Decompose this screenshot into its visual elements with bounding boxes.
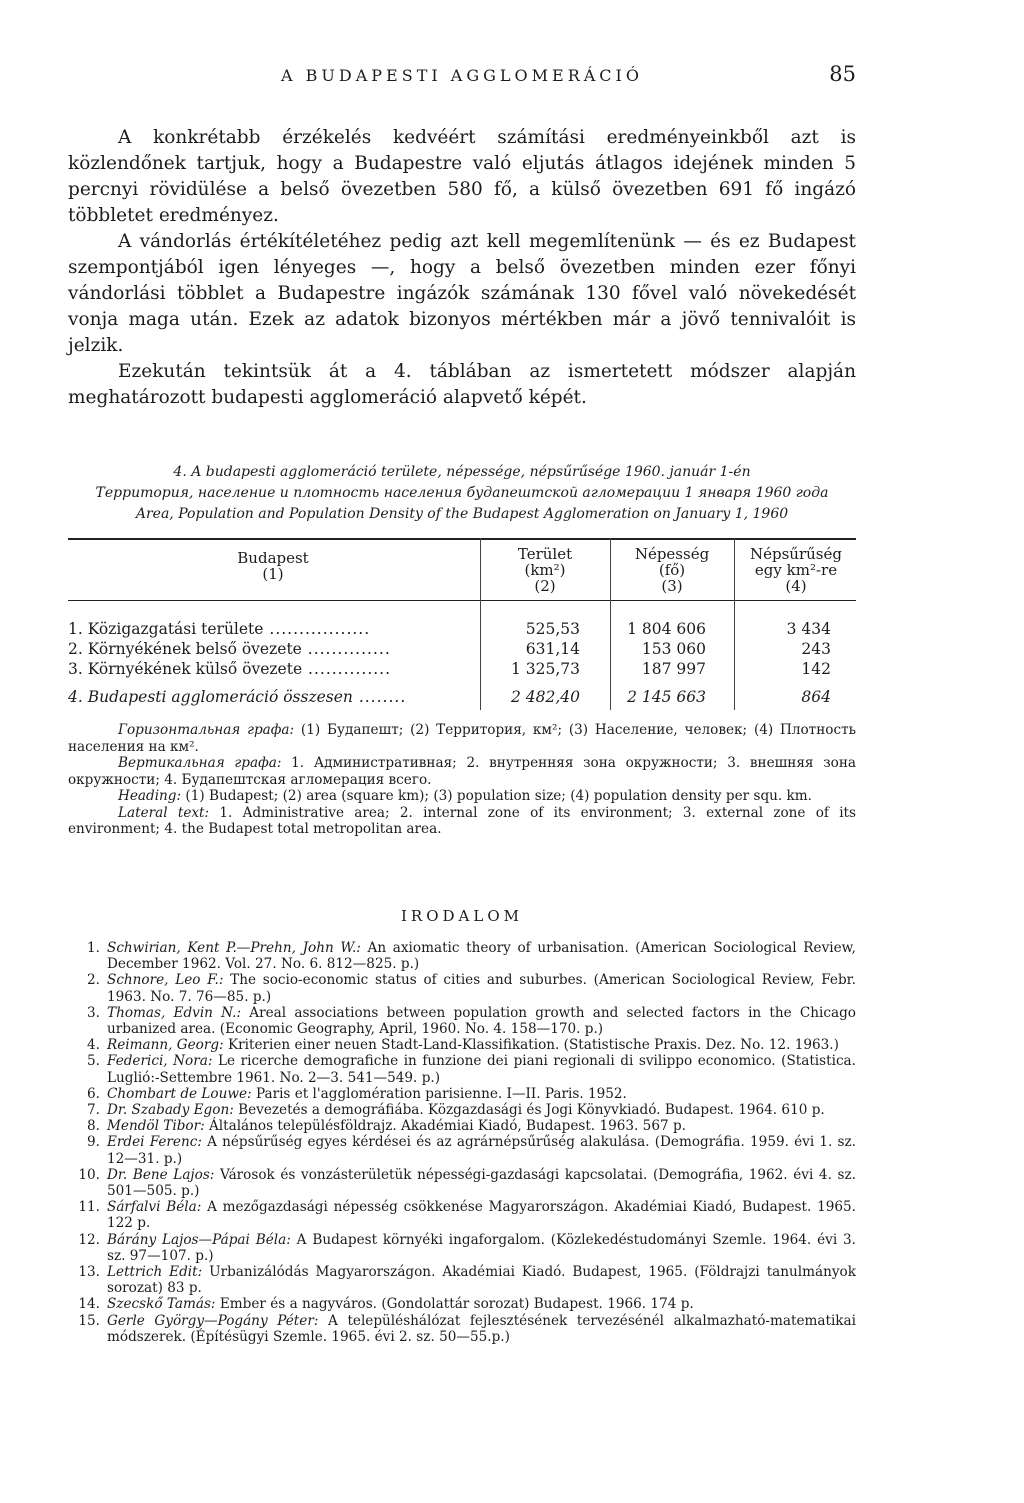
table-header-rule (68, 600, 856, 601)
header-budapest: Budapest (1) (237, 549, 309, 583)
cell-population: 153 060 (641, 640, 706, 658)
cell-population: 2 145 663 (627, 688, 706, 706)
row-label: 2. Környékének belső övezete .............. (68, 640, 391, 658)
table-caption-english: Area, Population and Population Density of the Budapest Agglomeration on January 1, 1960 (135, 506, 789, 522)
reference-item: 1. Schwirian, Kent P.—Prehn, John W.: An axiomatic theory of urbanisation. (American Sociological Review, December 1962. Vol. 27. No. 6. 812—825. p.) (87, 940, 856, 973)
cell-density: 243 (801, 640, 831, 658)
row-label: 1. Közigazgatási területe ................. (68, 620, 371, 638)
table-notes (68, 722, 856, 838)
reference-item: 14. Szecskő Tamás: Ember és a nagyváros. (Gondolattár sorozat) Budapest. 1966. 174 p. (78, 1296, 694, 1313)
header-population: Népesség (fő) (3) (634, 545, 710, 595)
reference-item: 3. Thomas, Edvin N.: Areal associations between population growth and selected factors in the Chicago urbanized area. (Economic Geography, April, 1960. No. 4. 158—170. p.) (87, 1004, 856, 1038)
reference-item: 9. Erdei Ferenc: A népsűrűség egyes kérdései és az agrárnépsűrűség alakulása. (Demográfia. 1959. évi 1. sz. 12—31. p.) (87, 1134, 856, 1167)
cell-area: 2 482,40 (510, 688, 580, 706)
row-label: 4. Budapesti agglomeráció összesen ........ (68, 688, 407, 706)
note: Lateral text: 1. Administrative area; 2. internal zone of its environment; 3. external zone of its environment; 4. the Budapest total metropolitan area. (68, 804, 856, 837)
note: Heading: (1) Budapest; (2) area (square km); (3) population size; (4) population density per squ. km. (118, 788, 813, 804)
reference-item: 15. Gerle György—Pogány Péter: A településhálózat fejlesztésének tervezésénél alkalmazható-matematikai módszerek. (Építésügyi Szemle. 1965. évi 2. sz. 50—55.p.) (78, 1312, 856, 1345)
reference-item: 10. Dr. Bene Lajos: Városok és vonzásterületük népességi-gazdasági kapcsolatai. (Demográfia, 1962. évi 4. sz. 501—505. p.) (78, 1166, 856, 1200)
cell-area: 525,53 (525, 620, 580, 638)
references-list (68, 940, 856, 1345)
cell-density: 142 (801, 660, 831, 678)
header-area: Terület (km²) (2) (517, 545, 573, 595)
reference-item: 6. Chombart de Louwe: Paris et l'agglomération parisienne. I—II. Paris. 1952. (87, 1085, 627, 1102)
paragraph: A vándorlás értékítéletéhez pedig azt kell megemlítenünk — és ez Budapest szempontjából igen lényeges —, hogy a belső övezetben minden ezer főnyi vándorlási többlet a Budapestre ingázók számának 130 fővel való növekedését vonja maga után. Ezek az adatok bizonyos mértékben már a jövő tennivalóit is jelzik. (68, 231, 856, 356)
paragraph: Ezekután tekintsük át a 4. táblában az ismertetett módszer alapján meghatározott budapesti agglomeráció alapvető képét. (68, 361, 856, 408)
reference-item: 8. Mendöl Tibor: Általános településföldrajz. Akadémiai Kiadó, Budapest. 1963. 567 p. (87, 1118, 686, 1135)
reference-item: 13. Lettrich Edit: Urbanizálódás Magyarországon. Akadémiai Kiadó. Budapest, 1965. (Földrajzi tanulmányok sorozat) 83 p. (78, 1264, 856, 1297)
note: Вертикальная графа: 1. Административная; 2. внутренняя зона окружности; 3. внешняя зона окружности; 4. Будапештская агломерация всего. (68, 755, 856, 788)
table-caption (68, 462, 856, 525)
table-total-row (68, 688, 856, 708)
paragraph: A konkrétabb érzékelés kedvéért számítási eredményeinkből azt is közlendőnek tartjuk, hogy a Budapestre való eljutás átlagos idejének minden 5 percnyi rövidülése a belső övezetben 580 fő, a külső övezetben 691 fő ingázó többletet eredményez. (68, 127, 856, 226)
page-number: 85 (829, 62, 856, 86)
table-row (68, 640, 856, 660)
running-title: A BUDAPESTI AGGLOMERÁCIÓ (281, 66, 643, 85)
data-table (68, 538, 856, 710)
reference-item: 7. Dr. Szabady Egon: Bevezetés a demográfiába. Közgazdasági és Jogi Könyvkiadó. Budapest. 1964. 610 p. (87, 1102, 825, 1119)
reference-item: 5. Federici, Nora: Le ricerche demografiche in funzione dei piani regionali di svilippo economico. (Statistica. Luglió:-Settembre 1961. No. 2—3. 541—549. p.) (87, 1053, 856, 1086)
note: Горизонтальная графа: (1) Будапешт; (2) Территория, км²; (3) Население, человек; (4) Плотность населения на км². (68, 722, 856, 755)
row-label: 3. Környékének külső övezete .............. (68, 660, 392, 678)
table-caption-hungarian: 4. A budapesti agglomeráció területe, népessége, népsűrűsége 1960. január 1-én (173, 464, 751, 480)
header-density: Népsűrűség egy km²-re (4) (750, 545, 842, 595)
running-header (68, 62, 856, 92)
reference-item: 12. Bárány Lajos—Pápai Béla: A Budapest környéki ingaforgalom. (Közlekedéstudományi Szemle. 1964. évi 3. sz. 97—107. p.) (78, 1231, 857, 1264)
table-top-rule (68, 538, 856, 540)
cell-density: 864 (801, 688, 831, 706)
cell-population: 187 997 (641, 660, 706, 678)
reference-item: 2. Schnore, Leo F.: The socio-economic status of cities and suburbes. (American Sociological Review, Febr. 1963. No. 7. 76—85. p.) (87, 972, 856, 1005)
table-row (68, 620, 856, 640)
cell-area: 1 325,73 (510, 660, 580, 678)
body-text (68, 125, 856, 411)
references-heading: IRODALOM (401, 907, 523, 925)
cell-density: 3 434 (786, 620, 831, 638)
table-row (68, 660, 856, 680)
reference-item: 11. Sárfalvi Béla: A mezőgazdasági népesség csökkenése Magyarországon. Akadémiai Kiadó, Budapest. 1965. 122 p. (78, 1199, 856, 1232)
reference-item: 4. Reimann, Georg: Kriterien einer neuen Stadt-Land-Klassifikation. (Statistische Praxis. Dez. No. 12. 1963.) (87, 1037, 839, 1054)
cell-population: 1 804 606 (627, 620, 706, 638)
cell-area: 631,14 (525, 640, 580, 658)
table-caption-russian: Территория, население и плотность населения будапештской агломерации 1 января 1960 года (95, 485, 829, 501)
